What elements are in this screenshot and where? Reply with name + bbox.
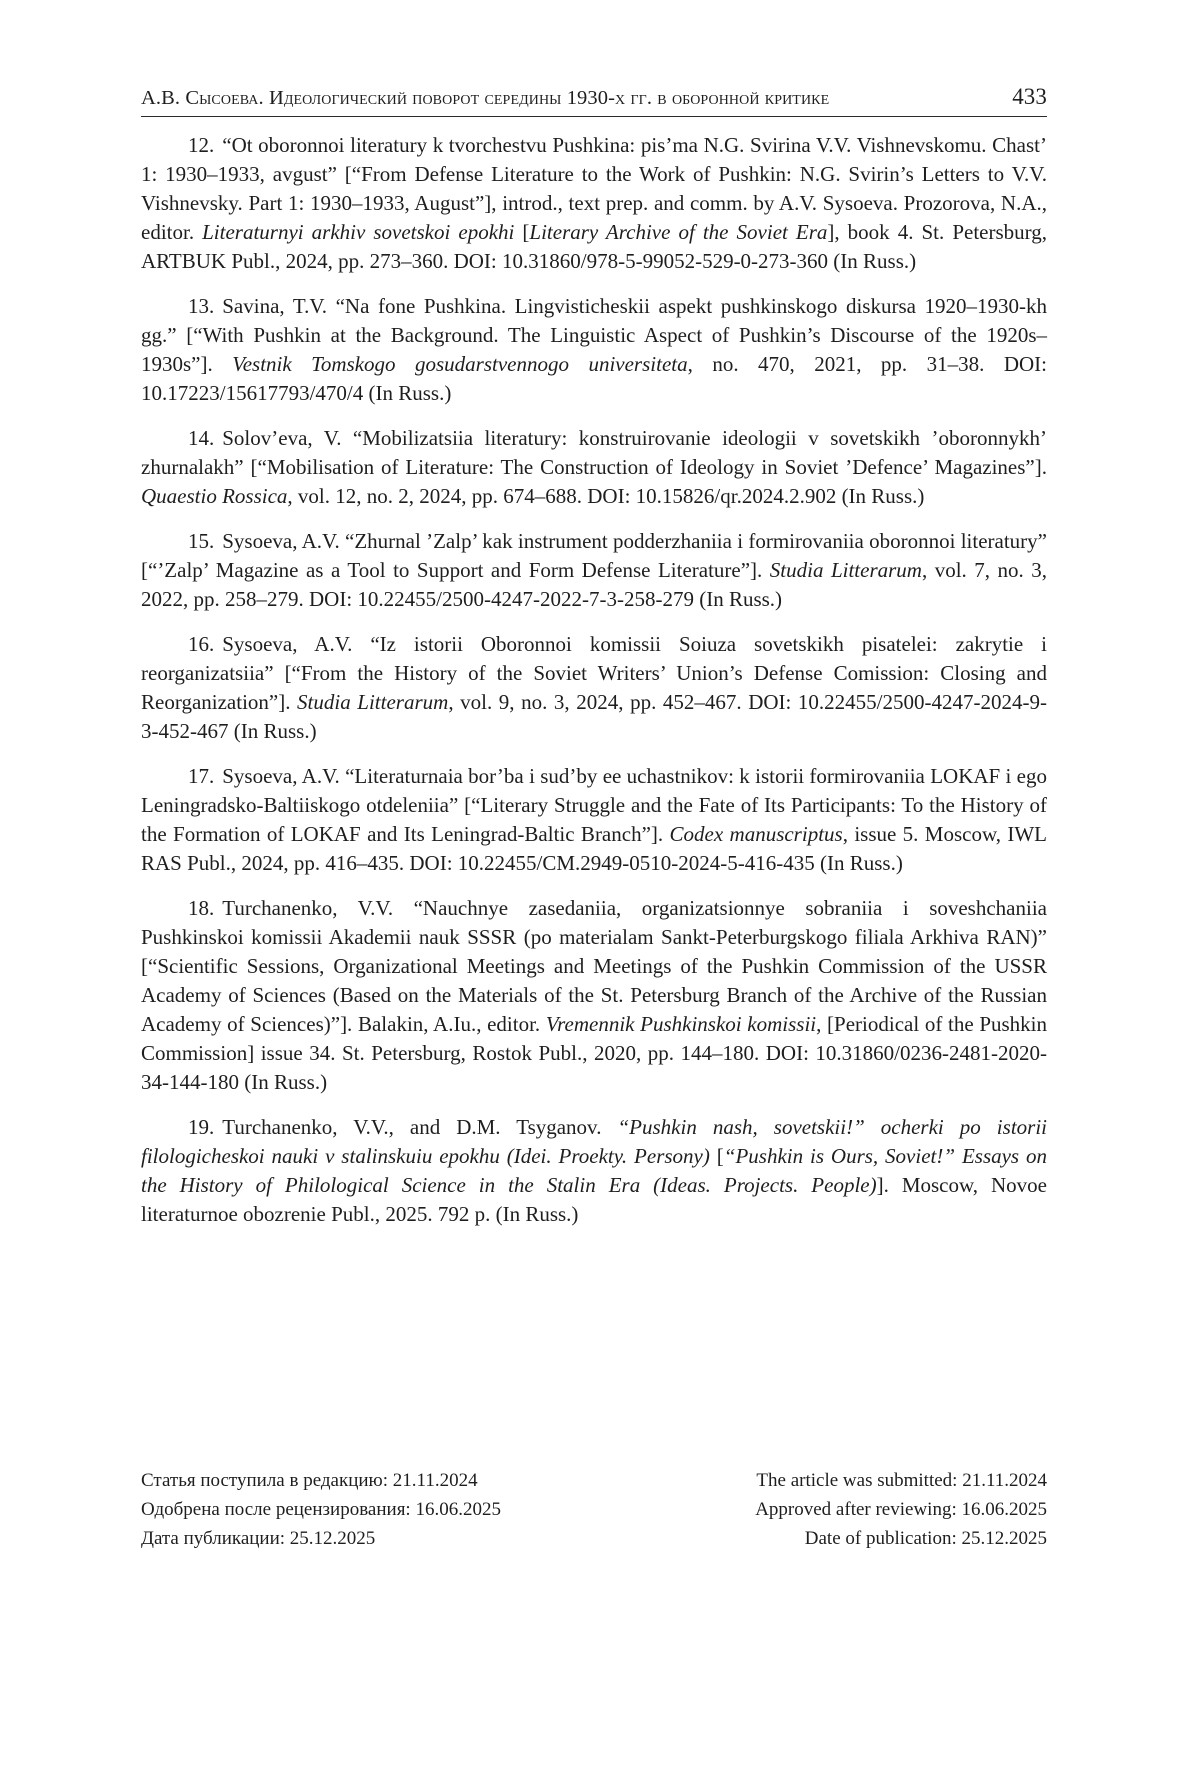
publication-dates xyxy=(141,1466,1047,1553)
reference-entry xyxy=(141,762,1047,878)
reference-title-italic: “Pushkin is Ours, Soviet!” Essays on the History of Philological Science in the Stalin Era (Ideas. Projects. People) xyxy=(141,1144,1048,1197)
date-approved-en: Approved after reviewing: 16.06.2025 xyxy=(755,1499,1047,1520)
reference-title-italic: Quaestio Rossica xyxy=(141,484,288,508)
reference-text: , no. 470, 2021, pp. 31–38. DOI: 10.17223/15617793/470/4 (In Russ.) xyxy=(141,352,1047,405)
reference-entry xyxy=(141,131,1047,276)
reference-text: , vol. 12, no. 2, 2024, pp. 674–688. DOI: 10.15826/qr.2024.2.902 (In Russ.) xyxy=(287,484,925,508)
reference-entry xyxy=(141,424,1047,511)
reference-title-italic: Codex manuscriptus xyxy=(669,822,843,846)
reference-text: ]. Moscow, Novoe literaturnoe obozrenie Publ., 2025. 792 p. (In Russ.) xyxy=(141,1173,1048,1226)
reference-title-italic: Literary Archive of the Soviet Era xyxy=(529,220,828,244)
reference-title-italic: Vestnik Tomskogo gosudarstvennogo universiteta xyxy=(232,352,688,376)
reference-list xyxy=(141,131,1047,1229)
reference-number: 17. xyxy=(188,764,215,788)
reference-text: Turchanenko, V.V., and D.M. Tsyganov. xyxy=(222,1115,618,1139)
reference-number: 14. xyxy=(188,426,215,450)
reference-entry xyxy=(141,894,1047,1097)
dates-english xyxy=(755,1466,1047,1553)
reference-number: 16. xyxy=(188,632,215,656)
reference-entry xyxy=(141,1113,1047,1229)
reference-text: Savina, T.V. “Na fone Pushkina. Lingvisticheskii aspekt pushkinskogo diskursa 1920–1930-kh gg.” [“With Pushkin at the Background. The Linguistic Aspect of Pushkin’s Discourse of the 1920s–1930s”]. xyxy=(141,294,1047,376)
reference-text: [ xyxy=(709,1144,724,1168)
reference-text: , issue 5. Moscow, IWL RAS Publ., 2024, pp. 416–435. DOI: 10.22455/CM.2949-0510-2024-5-416-435 (In Russ.) xyxy=(141,822,1048,875)
reference-text: Sysoeva, A.V. “Iz istorii Oboronnoi komissii Soiuza sovetskikh pisatelei: zakrytie i reorganizatsiia” [“From the History of the Soviet Writers’ Union’s Defense Comission: Closing and Reorganization”]. xyxy=(141,632,1047,714)
date-approved-ru: Одобрена после рецензирования: 16.06.2025 xyxy=(141,1499,501,1520)
running-head xyxy=(141,84,1047,117)
reference-text: Turchanenko, V.V. “Nauchnye zasedaniia, organizatsionnye sobraniia i soveshchaniia Pushkinskoi komissii Akademii nauk SSSR (po materialam Sankt-Peterburgskogo filiala Arkhiva RAN)” [“Scientific Sessions, Organizational Meetings and Meetings of the Pushkin Commission of the USSR Academy of Sciences (Based on the Materials of the St. Petersburg Branch of the Archive of the Russian Academy of Sciences)”]. Balakin, A.Iu., editor. xyxy=(141,896,1047,1036)
reference-number: 15. xyxy=(188,529,215,553)
date-published-ru: Дата публикации: 25.12.2025 xyxy=(141,1528,376,1549)
reference-entry xyxy=(141,527,1047,614)
reference-entry xyxy=(141,292,1047,408)
reference-title-italic: Vremennik Pushkinskoi komissii xyxy=(545,1012,817,1036)
reference-text: , vol. 9, no. 3, 2024, pp. 452–467. DOI: 10.22455/2500-4247-2024-9-3-452-467 (In Russ.) xyxy=(141,690,1047,743)
reference-title-italic: “Pushkin nash, sovetskii!” ocherki po istorii filologicheskoi nauki v stalinskuiu epokhu (Idei. Proekty. Persony) xyxy=(141,1115,1047,1168)
reference-title-italic: Studia Litterarum xyxy=(769,558,922,582)
reference-text: [ xyxy=(514,220,530,244)
reference-number: 18. xyxy=(188,896,215,920)
date-submitted-en: The article was submitted: 21.11.2024 xyxy=(756,1470,1047,1491)
page xyxy=(141,84,1047,1245)
reference-title-italic: Literaturnyi arkhiv sovetskoi epokhi xyxy=(202,220,515,244)
reference-text: Solov’eva, V. “Mobilizatsiia literatury: konstruirovanie ideologii v sovetskikh ’oboronnykh’ zhurnalakh” [“Mobilisation of Literature: The Construction of Ideology in Soviet ’Defence’ Magazines”]. xyxy=(141,426,1047,479)
reference-number: 13. xyxy=(188,294,215,318)
reference-text: ], book 4. St. Petersburg, ARTBUK Publ., 2024, pp. 273–360. DOI: 10.31860/978-5-99052-529-0-273-360 (In Russ.) xyxy=(141,220,1047,273)
reference-text: Sysoeva, A.V. “Literaturnaia bor’ba i sud’by ee uchastnikov: k istorii formirovaniia LOKAF i ego Leningradsko-Baltiiskogo otdeleniia” [“Literary Struggle and the Fate of Its Participants: To the History of the Formation of LOKAF and Its Leningrad-Baltic Branch”]. xyxy=(141,764,1047,846)
reference-entry xyxy=(141,630,1047,746)
reference-title-italic: Studia Litterarum xyxy=(297,690,449,714)
date-submitted-ru: Статья поступила в редакцию: 21.11.2024 xyxy=(141,1470,478,1491)
reference-number: 19. xyxy=(188,1115,215,1139)
reference-number: 12. xyxy=(188,133,215,157)
date-published-en: Date of publication: 25.12.2025 xyxy=(804,1528,1047,1549)
running-head-title: А.В. Сысоева. Идеологический поворот середины 1930-х гг. в оборонной критике xyxy=(141,87,830,109)
reference-text: “Ot oboronnoi literatury k tvorchestvu Pushkina: pis’ma N.G. Svirina V.V. Vishnevskomu. Chast’ 1: 1930–1933, avgust” [“From Defense Literature to the Work of Pushkin: N.G. Svirin’s Letters to V.V. Vishnevsky. Part 1: 1930–1933, August”], introd., text prep. and comm. by A.V. Sysoeva. Prozorova, N.A., editor. xyxy=(141,133,1047,244)
reference-text: , vol. 7, no. 3, 2022, pp. 258–279. DOI: 10.22455/2500-4247-2022-7-3-258-279 (In Russ.) xyxy=(141,558,1047,611)
reference-text: Sysoeva, A.V. “Zhurnal ’Zalp’ kak instrument podderzhaniia i formirovaniia oboronnoi literatury” [“’Zalp’ Magazine as a Tool to Support and Form Defense Literature”]. xyxy=(141,529,1047,582)
reference-text: , [Periodical of the Pushkin Commission] issue 34. St. Petersburg, Rostok Publ., 2020, pp. 144–180. DOI: 10.31860/0236-2481-2020-34-144-180 (In Russ.) xyxy=(141,1012,1048,1094)
page-number: 433 xyxy=(1012,84,1047,109)
dates-russian xyxy=(141,1466,501,1553)
